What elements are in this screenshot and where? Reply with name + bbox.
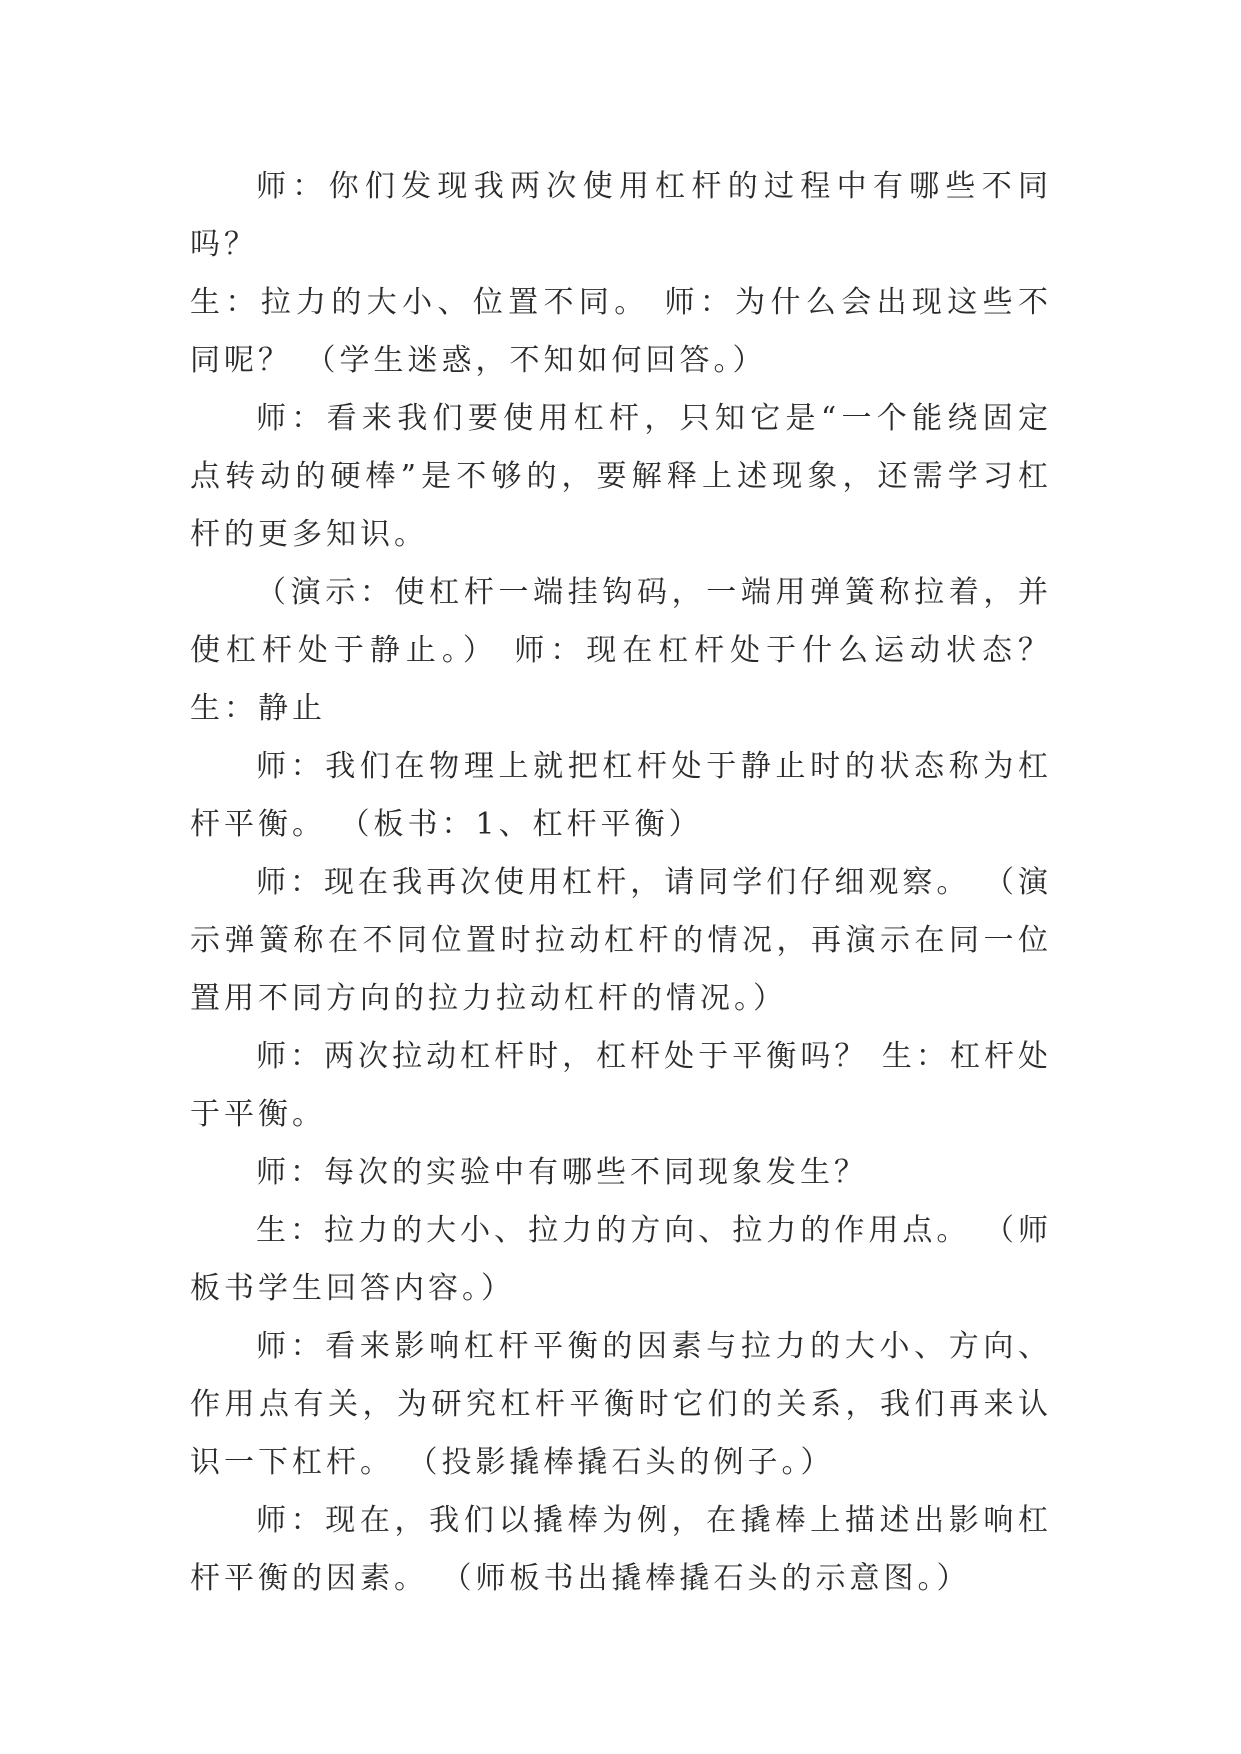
paragraph-11: 师：现在，我们以撬棒为例，在撬棒上描述出影响杠杆平衡的因素。 （师板书出撬棒撬石头的示意图。） — [190, 1503, 1052, 1596]
paragraph-4: （演示：使杠杆一端挂钩码，一端用弹簧称拉着，并使杠杆处于静止。） 师：现在杠杆处于什么运动状态？ 生：静止 — [190, 575, 1052, 726]
paragraph-7: 师：两次拉动杠杆时，杠杆处于平衡吗？ 生：杠杆处于平衡。 — [190, 1039, 1052, 1132]
paragraph-10: 师：看来影响杠杆平衡的因素与拉力的大小、方向、作用点有关，为研究杠杆平衡时它们的关系，我们再来认识一下杠杆。 （投影撬棒撬石头的例子。） — [190, 1329, 1052, 1480]
paragraph-5: 师：我们在物理上就把杠杆处于静止时的状态称为杠杆平衡。 （板书：1、杠杆平衡） — [190, 749, 1052, 842]
paragraph-6: 师：现在我再次使用杠杆，请同学们仔细观察。 （演示弹簧称在不同位置时拉动杠杆的情况，再演示在同一位置用不同方向的拉力拉动杠杆的情况。） — [190, 865, 1052, 1016]
document-body — [190, 158, 1052, 1608]
paragraph-2: 生：拉力的大小、位置不同。 师：为什么会出现这些不同呢？ （学生迷惑，不知如何回答。） — [190, 285, 1052, 378]
paragraph-8: 师：每次的实验中有哪些不同现象发生？ — [256, 1155, 868, 1190]
paragraph-1: 师：你们发现我两次使用杠杆的过程中有哪些不同吗？ — [190, 169, 1052, 262]
paragraph-3: 师：看来我们要使用杠杆，只知它是“一个能绕固定点转动的硬棒”是不够的，要解释上述现象，还需学习杠杆的更多知识。 — [190, 401, 1052, 552]
paragraph-9: 生：拉力的大小、拉力的方向、拉力的作用点。 （师板书学生回答内容。） — [190, 1213, 1052, 1306]
